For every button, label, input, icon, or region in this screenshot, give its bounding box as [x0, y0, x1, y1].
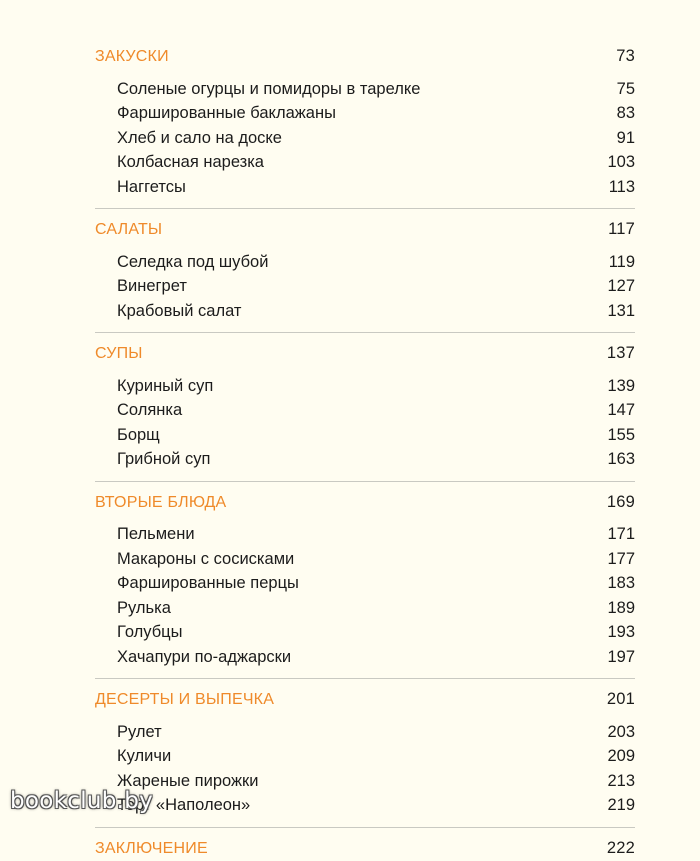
toc-section-heading[interactable]: [95, 217, 635, 243]
entry-page-number: 127: [607, 274, 635, 299]
section-page-number: 73: [616, 44, 635, 69]
entry-title: Борщ: [117, 423, 160, 448]
entry-title: Рулет: [117, 720, 162, 745]
toc-entry[interactable]: [95, 547, 635, 572]
toc-section-heading[interactable]: [95, 836, 635, 861]
table-of-contents: [95, 44, 635, 861]
section-page-number: 137: [607, 341, 635, 366]
toc-section-vtorye-bluda: [95, 482, 635, 680]
entry-title: Колбасная нарезка: [117, 150, 264, 175]
entry-title: Селедка под шубой: [117, 250, 268, 275]
section-title: СУПЫ: [95, 342, 143, 367]
section-page-number: 201: [607, 687, 635, 712]
toc-entry[interactable]: [95, 596, 635, 621]
toc-entry[interactable]: [95, 522, 635, 547]
toc-entry[interactable]: [95, 720, 635, 745]
entry-title: Крабовый салат: [117, 299, 241, 324]
entry-title: Пельмени: [117, 522, 195, 547]
entry-title: Торт «Наполеон»: [117, 793, 250, 818]
toc-entry[interactable]: [95, 126, 635, 151]
entry-page-number: 113: [609, 175, 635, 200]
toc-section-heading[interactable]: [95, 44, 635, 70]
watermark: bookclub.by: [10, 788, 153, 814]
entry-page-number: 213: [607, 769, 635, 794]
toc-entry[interactable]: [95, 620, 635, 645]
toc-entry[interactable]: [95, 793, 635, 818]
entry-page-number: 131: [607, 299, 635, 324]
toc-entry[interactable]: [95, 645, 635, 670]
toc-section-heading[interactable]: [95, 341, 635, 367]
entry-page-number: 155: [607, 423, 635, 448]
entry-title: Хачапури по-аджарски: [117, 645, 291, 670]
toc-section-salaty: [95, 209, 635, 333]
entry-title: Голубцы: [117, 620, 182, 645]
toc-entry[interactable]: [95, 571, 635, 596]
section-page-number: 117: [608, 217, 635, 242]
toc-section-supy: [95, 333, 635, 482]
toc-entry[interactable]: [95, 274, 635, 299]
toc-entry[interactable]: [95, 398, 635, 423]
entry-page-number: 203: [607, 720, 635, 745]
entry-title: Куличи: [117, 744, 171, 769]
entry-page-number: 91: [617, 126, 635, 151]
toc-section-zakuski: [95, 44, 635, 209]
entry-title: Соленые огурцы и помидоры в тарелке: [117, 77, 420, 102]
entry-page-number: 177: [607, 547, 635, 572]
entry-title: Винегрет: [117, 274, 187, 299]
toc-entry[interactable]: [95, 769, 635, 794]
toc-entry[interactable]: [95, 101, 635, 126]
entry-title: Грибной суп: [117, 447, 210, 472]
section-title: ДЕСЕРТЫ И ВЫПЕЧКА: [95, 688, 274, 713]
entry-title: Фаршированные баклажаны: [117, 101, 336, 126]
entry-page-number: 75: [617, 77, 635, 102]
toc-entry[interactable]: [95, 150, 635, 175]
entry-page-number: 183: [607, 571, 635, 596]
toc-entry[interactable]: [95, 447, 635, 472]
entry-title: Макароны с сосисками: [117, 547, 294, 572]
entry-page-number: 219: [607, 793, 635, 818]
entry-title: Рулька: [117, 596, 171, 621]
section-title: ЗАКУСКИ: [95, 45, 169, 70]
toc-section-deserty: [95, 679, 635, 828]
toc-entry[interactable]: [95, 77, 635, 102]
entry-title: Солянка: [117, 398, 182, 423]
entry-page-number: 83: [617, 101, 635, 126]
entry-page-number: 103: [607, 150, 635, 175]
toc-section-zakluchenie: [95, 828, 635, 861]
section-title: ВТОРЫЕ БЛЮДА: [95, 491, 226, 516]
entry-title: Куриный суп: [117, 374, 213, 399]
toc-entry[interactable]: [95, 175, 635, 200]
toc-section-heading[interactable]: [95, 490, 635, 516]
entry-page-number: 147: [607, 398, 635, 423]
entry-title: Фаршированные перцы: [117, 571, 299, 596]
toc-entry[interactable]: [95, 744, 635, 769]
entry-page-number: 163: [607, 447, 635, 472]
entry-page-number: 119: [609, 250, 635, 275]
section-page-number: 169: [607, 490, 635, 515]
entry-page-number: 139: [607, 374, 635, 399]
toc-entry[interactable]: [95, 374, 635, 399]
entry-page-number: 189: [607, 596, 635, 621]
entry-page-number: 193: [607, 620, 635, 645]
entry-page-number: 209: [607, 744, 635, 769]
toc-entry[interactable]: [95, 299, 635, 324]
entry-page-number: 197: [607, 645, 635, 670]
entry-page-number: 171: [607, 522, 635, 547]
toc-entry[interactable]: [95, 250, 635, 275]
toc-entry[interactable]: [95, 423, 635, 448]
section-title: ЗАКЛЮЧЕНИЕ: [95, 837, 208, 861]
entry-title: Хлеб и сало на доске: [117, 126, 282, 151]
entry-title: Наггетсы: [117, 175, 186, 200]
section-title: САЛАТЫ: [95, 218, 162, 243]
entry-title: Жареные пирожки: [117, 769, 258, 794]
toc-section-heading[interactable]: [95, 687, 635, 713]
section-page-number: 222: [607, 836, 635, 861]
